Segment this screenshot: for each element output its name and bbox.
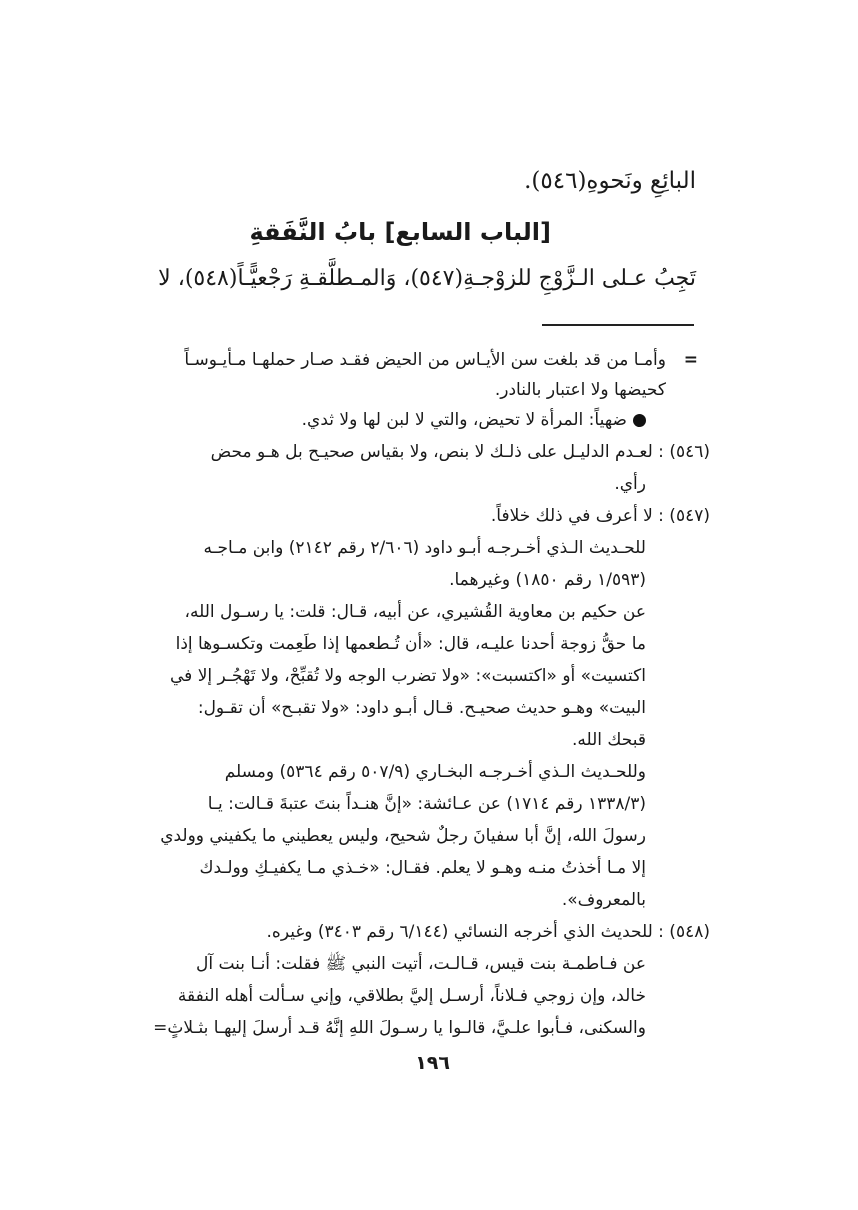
footnote-547-line: (٥٤٧) : لا أعرف في ذلك خلافاً.: [490, 506, 710, 526]
footnote-cont-line: وأمـا من قد بلغت سن الأيـاس من الحيض فقـد صـار حملهـا مـأيـوسـاً: [184, 350, 666, 370]
bullet-note-text: ضهياً: المرأة لا تحيض، والتي لا لبن لها ولا ثدي.: [301, 410, 627, 430]
footnote-547-line: للحـديث الـذي أخـرجـه أبـو داود (٢/٦٠٦ رقم ٢١٤٢) وابن مـاجـه: [203, 538, 646, 558]
footnote-547-line: (١٣٣٨/٣ رقم ١٧١٤) عن عـائشة: «إنَّ هنـداً بنتَ عتبةَ قـالت: يـا: [207, 794, 646, 814]
footnote-548-line: والسكنى، فـأبوا علـيَّ، قالـوا يا رسـولَ اللهِ إنَّهُ قـد أرسلَ إليهـا بثـلاثٍ=: [153, 1018, 646, 1038]
footnote-547-line: البيت» وهـو حديث صحيـح. قـال أبـو داود: «ولا تقبـح» أن تقـول:: [197, 698, 646, 718]
footnote-cont-line: كحيضها ولا اعتبار بالنادر.: [494, 380, 666, 400]
bullet-note: [302, 403, 646, 437]
footnote-547-line: عن حكيم بن معاوية القُشيري، عن أبيه، قـال: قلت: يا رسـول الله،: [184, 602, 646, 622]
footnote-547-line: ما حقُّ زوجة أحدنا عليـه، قال: «أن تُـطعمها إذا طَعِمت وتكسـوها إذا: [175, 634, 646, 654]
footnote-separator: [542, 324, 694, 326]
footnote-547-line: قبحك الله.: [571, 730, 646, 750]
continuation-mark: =: [683, 350, 698, 370]
main-text-line-2: تَجِبُ عـلى الـزَّوْجِ للزوْجـةِ(٥٤٧)، وَالمـطلَّقـةِ رَجْعيًّـاً(٥٤٨)، لا: [158, 266, 696, 291]
main-text-line-1: البائِعِ ونَحوهِ(٥٤٦).: [524, 168, 696, 194]
footnote-547-line: بالمعروف».: [561, 890, 646, 910]
footnote-546-line: (٥٤٦) : لعـدم الدليـل على ذلـك لا بنص، ولا بقياس صحيـح بل هـو محض: [210, 442, 710, 462]
footnote-548-line: (٥٤٨) : للحديث الذي أخرجه النسائي (٦/١٤٤ رقم ٣٤٠٣) وغيره.: [266, 922, 710, 942]
page-number: ١٩٦: [415, 1052, 450, 1074]
bullet-icon: [633, 414, 646, 427]
footnote-547-line: وللحـديث الـذي أخـرجـه البخـاري (٥٠٧/٩ رقم ٥٣٦٤) ومسلم: [224, 762, 646, 782]
footnote-547-line: اكتسيت» أو «اكتسبت»: «ولا تضرب الوجه ولا تُقبِّحْ، ولا تَهْجُـر إلا في: [170, 666, 646, 686]
footnote-546-line: رأي.: [614, 474, 646, 494]
chapter-heading: [الباب السابع] بابُ النَّفَقةِ: [249, 218, 551, 246]
footnote-547-line: (١/٥٩٣ رقم ١٨٥٠) وغيرهما.: [449, 570, 646, 590]
footnote-547-line: إلا مـا أخذتُ منـه وهـو لا يعلم. فقـال: «خـذي مـا يكفيـكِ وولـدك: [199, 858, 646, 878]
footnote-548-line: خالد، وإن زوجي فـلاناً، أرسـل إليَّ بطلاقي، وإني سـألت أهله النفقة: [177, 986, 646, 1006]
footnote-548-line: عن فـاطمـة بنت قيس، قـالـت، أتيت النبي ﷺ فقلت: أنـا بنت آل: [195, 954, 646, 974]
footnote-547-line: رسولَ الله، إنَّ أبا سفيانَ رجلٌ شحيح، وليس يعطيني ما يكفيني وولدي: [160, 826, 646, 846]
